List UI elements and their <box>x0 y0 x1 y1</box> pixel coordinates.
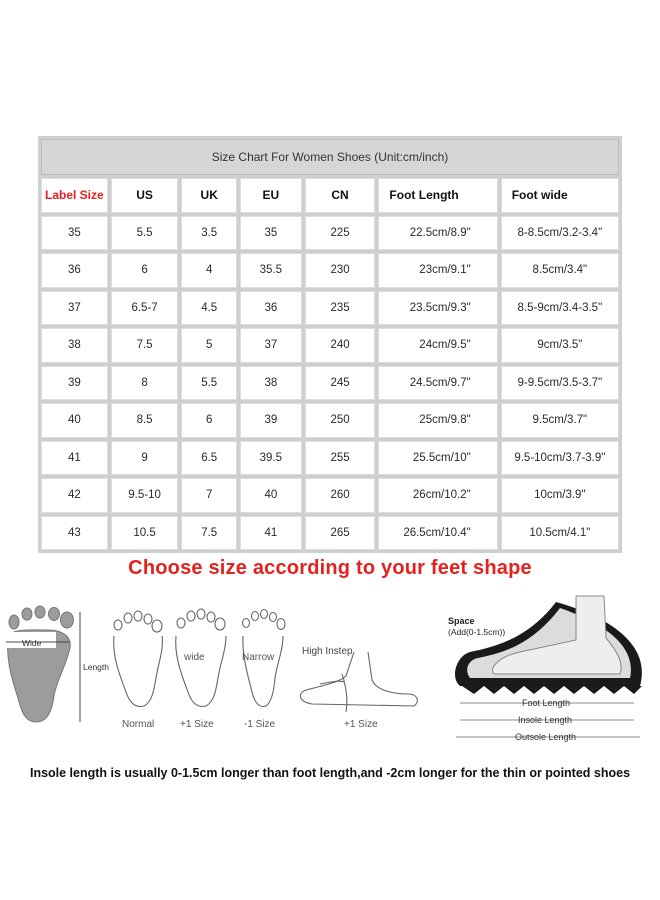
cell-us: 6.5-7 <box>111 291 179 326</box>
cell-label-size: 42 <box>41 478 108 513</box>
label-space: Space <box>448 616 475 626</box>
header-foot-length: Foot Length <box>378 178 497 213</box>
label-foot-narrow: Narrow <box>242 652 275 663</box>
cell-label-size: 38 <box>41 328 108 363</box>
cell-uk: 6 <box>181 403 237 438</box>
header-cn: CN <box>305 178 376 213</box>
table-row <box>41 403 619 438</box>
cell-foot-wide: 8.5cm/3.4" <box>501 253 619 288</box>
caption-normal: Normal <box>122 719 155 730</box>
footprint-icon <box>8 606 74 722</box>
table-row <box>41 216 619 251</box>
cell-cn: 245 <box>305 366 376 401</box>
cell-label-size: 39 <box>41 366 108 401</box>
label-high-instep: High Instep <box>302 646 353 657</box>
cell-us: 9.5-10 <box>111 478 179 513</box>
caption-plus-one: +1 Size <box>180 719 214 730</box>
table-row <box>41 366 619 401</box>
cell-us: 8.5 <box>111 403 179 438</box>
cell-eu: 38 <box>240 366 302 401</box>
cell-eu: 36 <box>240 291 302 326</box>
cell-foot-length: 25.5cm/10" <box>378 441 497 476</box>
header-foot-wide: Foot wide <box>501 178 619 213</box>
size-chart-table <box>38 136 622 553</box>
cell-cn: 255 <box>305 441 376 476</box>
insole-note: Insole length is usually 0-1.5cm longer than foot length,and -2cm longer for the thin or pointed shoes <box>29 766 631 780</box>
cell-cn: 235 <box>305 291 376 326</box>
cell-cn: 265 <box>305 516 376 551</box>
table-row <box>41 516 619 551</box>
table-header-row <box>41 178 619 213</box>
cell-foot-length: 24.5cm/9.7" <box>378 366 497 401</box>
cell-foot-length: 23cm/9.1" <box>378 253 497 288</box>
label-outsole-length: Outsole Length <box>515 732 577 742</box>
table-row <box>41 441 619 476</box>
high-instep-foot-icon <box>300 652 417 712</box>
cell-cn: 240 <box>305 328 376 363</box>
cell-uk: 7 <box>181 478 237 513</box>
cell-uk: 4.5 <box>181 291 237 326</box>
cell-label-size: 40 <box>41 403 108 438</box>
cell-eu: 39 <box>240 403 302 438</box>
header-us: US <box>111 178 179 213</box>
normal-foot-icon <box>114 611 163 706</box>
cell-uk: 6.5 <box>181 441 237 476</box>
headline: Choose size according to your feet shape <box>128 557 532 579</box>
table-title-row <box>41 139 619 175</box>
cell-eu: 40 <box>240 478 302 513</box>
cell-label-size: 37 <box>41 291 108 326</box>
cell-foot-wide: 9.5cm/3.7" <box>501 403 619 438</box>
cell-eu: 35 <box>240 216 302 251</box>
cell-eu: 35.5 <box>240 253 302 288</box>
cell-us: 7.5 <box>111 328 179 363</box>
cell-foot-wide: 10.5cm/4.1" <box>501 516 619 551</box>
cell-label-size: 35 <box>41 216 108 251</box>
cell-foot-wide: 8.5-9cm/3.4-3.5" <box>501 291 619 326</box>
cell-cn: 230 <box>305 253 376 288</box>
cell-cn: 250 <box>305 403 376 438</box>
cell-foot-length: 26cm/10.2" <box>378 478 497 513</box>
cell-us: 6 <box>111 253 179 288</box>
table-row <box>41 328 619 363</box>
caption-instep: +1 Size <box>344 719 378 730</box>
caption-minus-one: -1 Size <box>244 719 276 730</box>
cell-us: 10.5 <box>111 516 179 551</box>
label-foot-length: Foot Length <box>522 698 571 708</box>
cell-uk: 3.5 <box>181 216 237 251</box>
label-wide: Wide <box>22 638 42 648</box>
cell-foot-length: 23.5cm/9.3" <box>378 291 497 326</box>
cell-us: 9 <box>111 441 179 476</box>
cell-foot-wide: 10cm/3.9" <box>501 478 619 513</box>
label-space-add: (Add(0-1.5cm)) <box>448 627 506 637</box>
shoe-icon <box>455 596 642 694</box>
feet-shape-diagram <box>0 590 660 760</box>
cell-label-size: 43 <box>41 516 108 551</box>
cell-eu: 39.5 <box>240 441 302 476</box>
header-uk: UK <box>181 178 237 213</box>
cell-foot-length: 24cm/9.5" <box>378 328 497 363</box>
table-row <box>41 478 619 513</box>
header-eu: EU <box>240 178 302 213</box>
cell-uk: 5.5 <box>181 366 237 401</box>
label-length: Length <box>83 662 109 672</box>
table-row <box>41 291 619 326</box>
cell-label-size: 41 <box>41 441 108 476</box>
cell-cn: 260 <box>305 478 376 513</box>
cell-us: 8 <box>111 366 179 401</box>
cell-uk: 4 <box>181 253 237 288</box>
label-insole-length: Insole Length <box>518 715 573 725</box>
cell-eu: 41 <box>240 516 302 551</box>
header-label-size: Label Size <box>41 178 108 213</box>
cell-foot-wide: 8-8.5cm/3.2-3.4" <box>501 216 619 251</box>
cell-foot-length: 22.5cm/8.9" <box>378 216 497 251</box>
cell-uk: 7.5 <box>181 516 237 551</box>
cell-foot-wide: 9cm/3.5" <box>501 328 619 363</box>
table-row <box>41 253 619 288</box>
cell-label-size: 36 <box>41 253 108 288</box>
cell-foot-length: 25cm/9.8" <box>378 403 497 438</box>
label-foot-wide: wide <box>184 652 205 663</box>
cell-foot-length: 26.5cm/10.4" <box>378 516 497 551</box>
table-title: Size Chart For Women Shoes (Unit:cm/inch) <box>41 139 619 175</box>
cell-us: 5.5 <box>111 216 179 251</box>
cell-cn: 225 <box>305 216 376 251</box>
cell-foot-wide: 9-9.5cm/3.5-3.7" <box>501 366 619 401</box>
cell-eu: 37 <box>240 328 302 363</box>
cell-uk: 5 <box>181 328 237 363</box>
cell-foot-wide: 9.5-10cm/3.7-3.9" <box>501 441 619 476</box>
